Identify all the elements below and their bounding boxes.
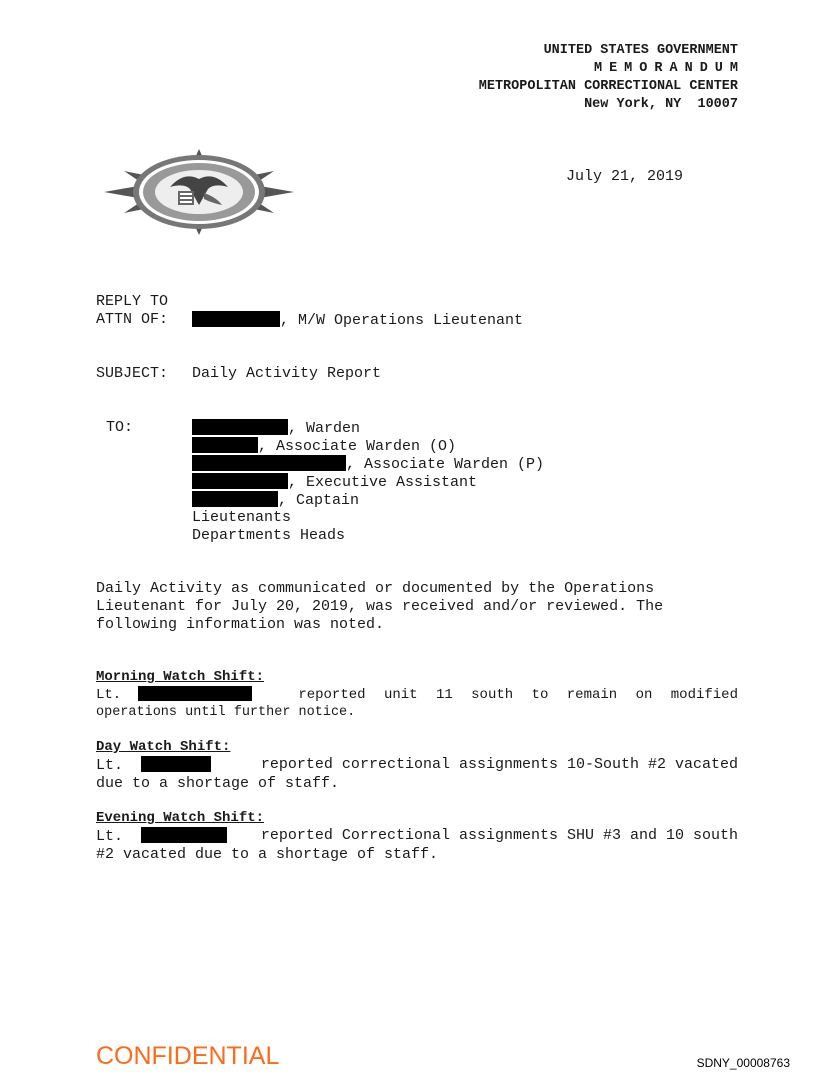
morning-shift-line-2: operations until further notice. [96, 705, 356, 720]
redaction-block [138, 686, 252, 701]
lt-label: Lt. [96, 828, 124, 845]
redaction-block [192, 419, 288, 435]
morning-shift-line-1 [96, 686, 738, 704]
confidential-stamp: CONFIDENTIAL [96, 1042, 280, 1070]
day-shift-title: Day Watch Shift: [96, 739, 231, 755]
intro-line-3: following information was noted. [96, 616, 385, 633]
day-shift-line-2: due to a shortage of staff. [96, 775, 340, 792]
recipient-title: , Associate Warden (P) [346, 456, 545, 473]
redaction-block [192, 455, 346, 471]
recipient-captain [192, 491, 359, 509]
to-label: TO: [106, 419, 134, 436]
redaction-block [192, 437, 258, 453]
lt-label: Lt. [96, 687, 122, 703]
doj-seal-icon [86, 132, 276, 218]
reply-to-label: REPLY TO [96, 293, 169, 310]
attn-of-label: ATTN OF: [96, 311, 169, 328]
morning-shift-title: Morning Watch Shift: [96, 669, 265, 685]
intro-line-2: Lieutenant for July 20, 2019, was received and/or reviewed. The [96, 598, 664, 615]
redaction-block [141, 827, 227, 843]
header-line-address: New York, NY 10007 [584, 97, 738, 112]
lt-label: Lt. [96, 757, 124, 774]
subject-value: Daily Activity Report [192, 365, 382, 382]
recipient-lieutenants: Lieutenants [192, 509, 292, 526]
morning-shift-lt-group [96, 686, 252, 704]
redaction-block [192, 311, 280, 327]
redaction-block [141, 756, 211, 772]
redaction-block [192, 473, 288, 489]
header-line-institution: METROPOLITAN CORRECTIONAL CENTER [478, 79, 738, 94]
header-line-government: UNITED STATES GOVERNMENT [543, 43, 738, 58]
day-shift-line-1 [96, 756, 738, 775]
evening-shift-line-1 [96, 827, 738, 846]
bates-number: SDNY_00008763 [696, 1056, 790, 1070]
header-line-memorandum [593, 60, 745, 78]
attn-of-value [192, 311, 523, 329]
intro-line-1: Daily Activity as communicated or documented by the Operations [96, 580, 655, 597]
recipient-associate-warden-o [192, 437, 456, 455]
recipient-title: , Captain [278, 492, 360, 509]
evening-shift-title: Evening Watch Shift: [96, 810, 265, 826]
memorandum-title: MEMORANDUM [593, 61, 745, 76]
redaction-block [192, 491, 278, 507]
day-shift-entry [96, 756, 738, 793]
attn-of-title: , M/W Operations Lieutenant [280, 312, 524, 329]
recipient-department-heads: Departments Heads [192, 527, 346, 544]
subject-label: SUBJECT: [96, 365, 169, 382]
evening-shift-entry [96, 827, 738, 864]
recipient-executive-assistant [192, 473, 477, 491]
recipient-title: , Associate Warden (O) [258, 438, 457, 455]
recipient-associate-warden-p [192, 455, 544, 473]
recipient-warden [192, 419, 360, 437]
day-shift-text: reported correctional assignments 10-South #2 vacated [260, 756, 738, 773]
morning-shift-entry [96, 686, 738, 722]
recipient-title: , Warden [288, 420, 361, 437]
memo-date: July 21, 2019 [566, 168, 684, 185]
evening-shift-lt-group [96, 827, 227, 846]
day-shift-lt-group [96, 756, 211, 775]
morning-shift-text: reported unit 11 south to remain on modified [298, 687, 738, 703]
evening-shift-text: reported Correctional assignments SHU #3 and 10 south [260, 827, 738, 844]
recipient-title: , Executive Assistant [288, 474, 478, 491]
evening-shift-line-2: #2 vacated due to a shortage of staff. [96, 846, 439, 863]
